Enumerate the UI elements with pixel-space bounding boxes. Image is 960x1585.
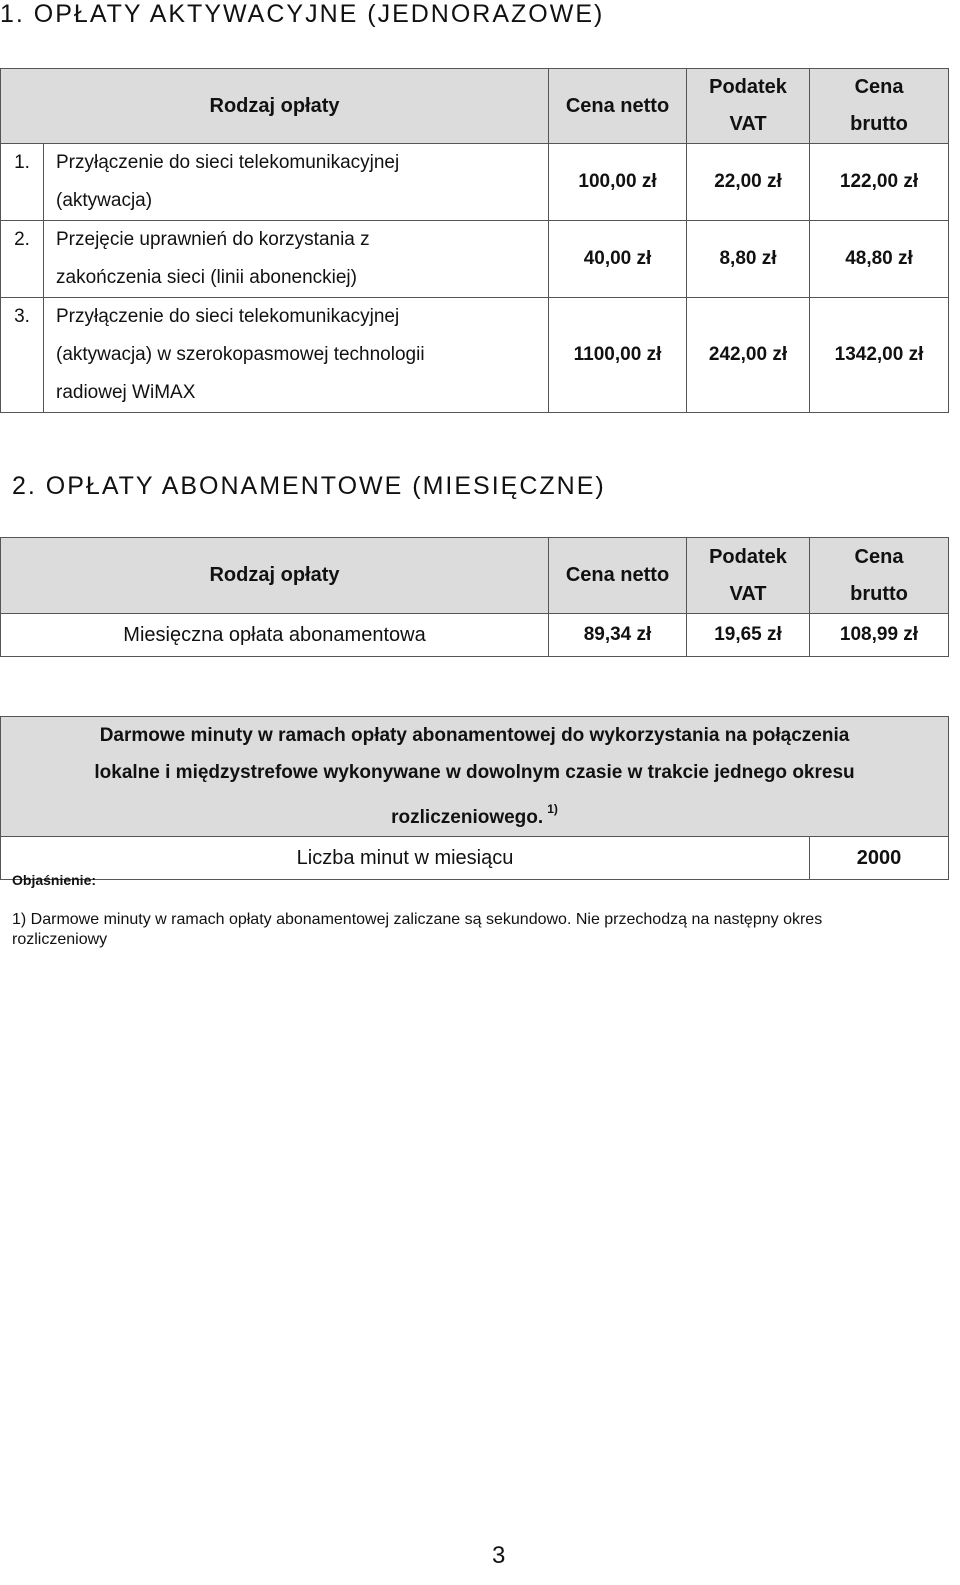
- minutes-label: Liczba minut w miesiącu: [1, 837, 810, 880]
- footnote-ref: 1): [547, 802, 558, 816]
- header-fee-type: Rodzaj opłaty: [1, 538, 549, 614]
- row-number: 1.: [1, 144, 44, 221]
- table-row: [1, 144, 949, 221]
- vat-amount: 19,65 zł: [687, 614, 810, 657]
- gross-price: 1342,00 zł: [810, 298, 949, 413]
- header-fee-type: Rodzaj opłaty: [1, 69, 549, 144]
- table-row: [1, 221, 949, 298]
- net-price: 40,00 zł: [549, 221, 687, 298]
- fee-description: Przejęcie uprawnień do korzystania z zakończenia sieci (linii abonenckiej): [44, 221, 549, 298]
- free-minutes-table: [0, 716, 949, 880]
- gross-price: 48,80 zł: [810, 221, 949, 298]
- table-row: [1, 837, 949, 880]
- header-gross-price: Cena brutto: [810, 538, 949, 614]
- minutes-value: 2000: [810, 837, 949, 880]
- free-minutes-heading: Darmowe minuty w ramach opłaty abonamentowej do wykorzystania na połączenia lokalne i międzystrefowe wykonywane w dowolnym czasie w trakcie jednego okresu rozliczeniowego. $^{1)}$: [1, 717, 949, 837]
- section2-title: 2. OPŁATY ABONAMENTOWE (MIESIĘCZNE): [12, 472, 606, 500]
- table-row: [1, 298, 949, 413]
- net-price: 1100,00 zł: [549, 298, 687, 413]
- header-net-price: Cena netto: [549, 538, 687, 614]
- gross-price: 122,00 zł: [810, 144, 949, 221]
- header-gross-price: Cena brutto: [810, 69, 949, 144]
- page-number: 3: [492, 1542, 506, 1569]
- vat-amount: 242,00 zł: [687, 298, 810, 413]
- explanation-label: Objaśnienie:: [12, 872, 97, 888]
- net-price: 89,34 zł: [549, 614, 687, 657]
- fee-description: Miesięczna opłata abonamentowa: [1, 614, 549, 657]
- footnote: 1) Darmowe minuty w ramach opłaty abonamentowej zaliczane są sekundowo. Nie przechodzą na następny okres rozliczeniowy: [12, 911, 823, 948]
- section1-title: 1. OPŁATY AKTYWACYJNE (JEDNORAZOWE): [0, 0, 605, 28]
- vat-amount: 8,80 zł: [687, 221, 810, 298]
- header-net-price: Cena netto: [549, 69, 687, 144]
- fee-description: Przyłączenie do sieci telekomunikacyjnej (aktywacja): [44, 144, 549, 221]
- net-price: 100,00 zł: [549, 144, 687, 221]
- fee-description: Przyłączenie do sieci telekomunikacyjnej (aktywacja) w szerokopasmowej technologii radiowej WiMAX: [44, 298, 549, 413]
- header-vat: Podatek VAT: [687, 538, 810, 614]
- row-number: 2.: [1, 221, 44, 298]
- gross-price: 108,99 zł: [810, 614, 949, 657]
- header-vat: Podatek VAT: [687, 69, 810, 144]
- subscription-fees-table: [0, 537, 949, 657]
- table-row: [1, 614, 949, 657]
- activation-fees-table: [0, 68, 949, 413]
- row-number: 3.: [1, 298, 44, 413]
- vat-amount: 22,00 zł: [687, 144, 810, 221]
